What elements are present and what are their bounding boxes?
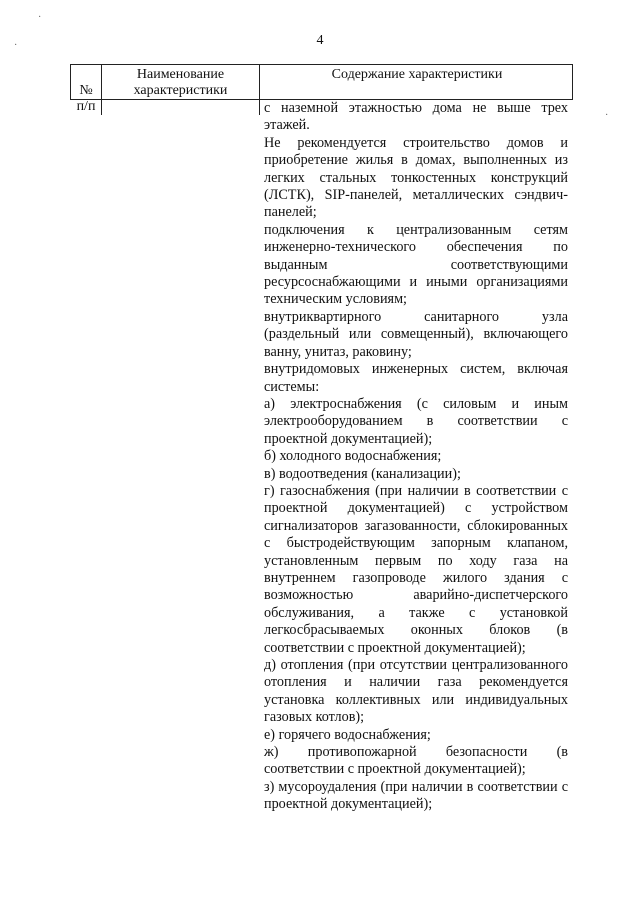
- content-paragraph: ж) противопожарной безопасности (в соответствии с проектной документацией);: [264, 744, 568, 778]
- content-paragraph: а) электроснабжения (с силовым и иным электрооборудованием в соответствии с проектной документацией);: [264, 395, 568, 447]
- content-paragraph: д) отопления (при отсутствии централизованного отопления и наличии газа рекомендуется установка коллективных или индивидуальных газовых котлов);: [264, 657, 568, 726]
- characteristics-table: [70, 64, 573, 814]
- content-paragraph: е) горячего водоснабжения;: [264, 726, 431, 743]
- table-header-row: [70, 64, 573, 114]
- content-paragraph: в) водоотведения (канализации);: [264, 465, 461, 482]
- scan-speck: ·: [605, 110, 609, 121]
- cell-name-empty: [101, 100, 259, 814]
- header-name-label: Наименование характеристики: [133, 67, 228, 98]
- content-paragraph: внутриквартирного санитарного узла (раздельный или совмещенный), включающего ванну, унитаз, раковину;: [264, 308, 568, 360]
- page-number: 4: [316, 33, 324, 48]
- content-paragraph: внутридомовых инженерных систем, включая системы:: [264, 361, 568, 395]
- content-paragraph: з) мусороудаления (при наличии в соответствии с проектной документацией);: [264, 778, 568, 813]
- cell-content: [259, 100, 568, 814]
- scan-speck: ·: [14, 40, 18, 51]
- header-content-label: Содержание характеристики: [331, 67, 503, 82]
- scan-speck: ·: [38, 12, 42, 23]
- content-paragraph: подключения к централизованным сетям инженерно-технического обеспечения по выданным соответствующими ресурсоснабжающими и иными организациями техническим условиям;: [264, 221, 568, 308]
- table-body-row: [70, 100, 573, 814]
- content-paragraph: с наземной этажностью дома не выше трех этажей.: [264, 100, 568, 134]
- content-paragraph: Не рекомендуется строительство домов и приобретение жилья в домах, выполненных из легких стальных тонкостенных конструкций (ЛСТК), SIP-панелей, металлических сэндвич-панелей;: [264, 134, 568, 221]
- content-paragraph: г) газоснабжения (при наличии в соответствии с проектной документацией) с устройством сигнализаторов загазованности, сблокированных с быстродействующим запорным клапаном, установленным первым по ходу газа на внутреннем газопроводе жилого здания с возможностью аварийно-диспетчерского обслуживания, а также с установкой легкосбрасываемых оконных блоков (в соответствии с проектной документацией);: [264, 482, 568, 656]
- header-number-label: № п/п: [76, 83, 96, 114]
- cell-number-empty: [70, 100, 101, 814]
- content-paragraph: б) холодного водоснабжения;: [264, 448, 442, 465]
